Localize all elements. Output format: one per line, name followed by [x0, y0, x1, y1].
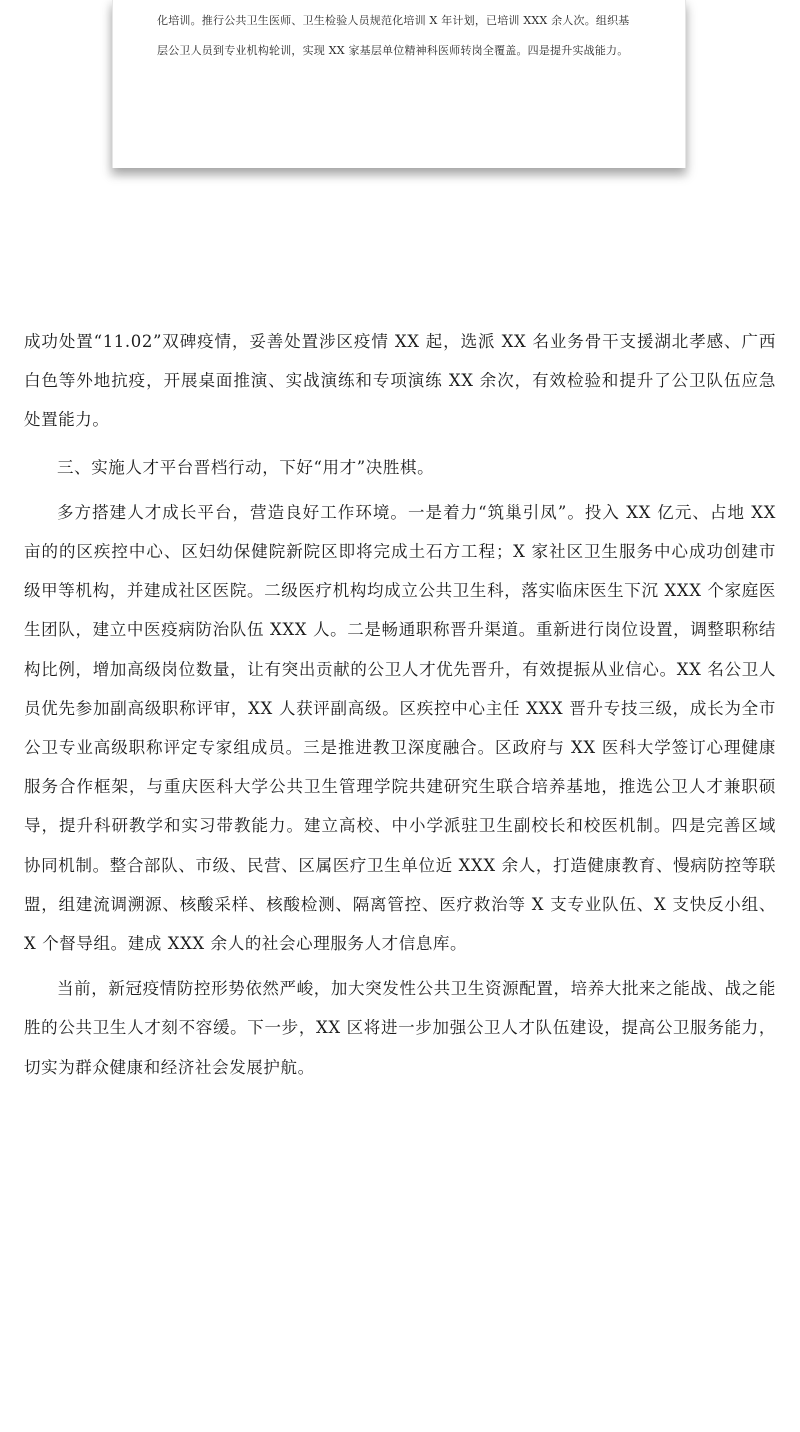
section-heading-3: 三、实施人才平台晋档行动，下好“用才”决胜棋。: [57, 457, 435, 477]
preview-line-2: 层公卫人员到专业机构轮训，实现 XX 家基层单位精神科医师转岗全覆盖。四是提升实战能力。: [157, 44, 629, 57]
paragraph-talent-platform: 多方搭建人才成长平台，营造良好工作环境。一是着力“筑巢引凤”。投入 XX 亿元、占地 XX 亩的的区疾控中心、区妇幼保健院新院区即将完成土石方工程；X 家社区卫生服务中心成功创建市级甲等机构，并建成社区医院。二级医疗机构均成立公共卫生科，落实临床医生下沉 XXX 个家庭医生团队，建立中医疫病防治队伍 XXX 人。二是畅通职称晋升渠道。重新进行岗位设置，调整职称结构比例，增加高级岗位数量，让有突出贡献的公卫人才优先晋升，有效提振从业信心。XX 名公卫人员优先参加副高级职称评审，XX 人获评副高级。区疾控中心主任 XXX 晋升专技三级，成长为全市公卫专业高级职称评定专家组成员。三是推进教卫深度融合。区政府与 XX 医科大学签订心理健康服务合作框架，与重庆医科大学公共卫生管理学院共建研究生联合培养基地，推选公卫人才兼职硕导，提升科研教学和实习带教能力。建立高校、中小学派驻卫生副校长和校医机制。四是完善区域协同机制。整合部队、市级、民营、区属医疗卫生单位近 XXX 余人，打造健康教育、慢病防控等联盟，组建流调溯源、核酸采样、核酸检测、隔离管控、医疗救治等 X 支专业队伍、X 支快反小组、X 个督导组。建成 XXX 余人的社会心理服务人才信息库。: [24, 502, 776, 954]
paragraph-emergency-response: 成功处置“11.02”双碑疫情，妥善处置涉区疫情 XX 起，选派 XX 名业务骨干支援湖北孝感、广西白色等外地抗疫，开展桌面推演、实战演练和专项演练 XX 余次，有效检验和提升了公卫队伍应急处置能力。: [24, 332, 776, 430]
preview-line-1: 化培训。推行公共卫生医师、卫生检验人员规范化培训 X 年计划，已培训 XXX 余人次。组织基: [157, 14, 630, 27]
preview-text-block: [157, 6, 657, 66]
article-body: [24, 322, 776, 1087]
preview-page: [112, 0, 686, 168]
paragraph-conclusion: 当前，新冠疫情防控形势依然严峻，加大突发性公共卫生资源配置，培养大批来之能战、战之能胜的公共卫生人才刻不容缓。下一步，XX 区将进一步加强公卫人才队伍建设，提高公卫服务能力，切实为群众健康和经济社会发展护航。: [24, 979, 776, 1077]
